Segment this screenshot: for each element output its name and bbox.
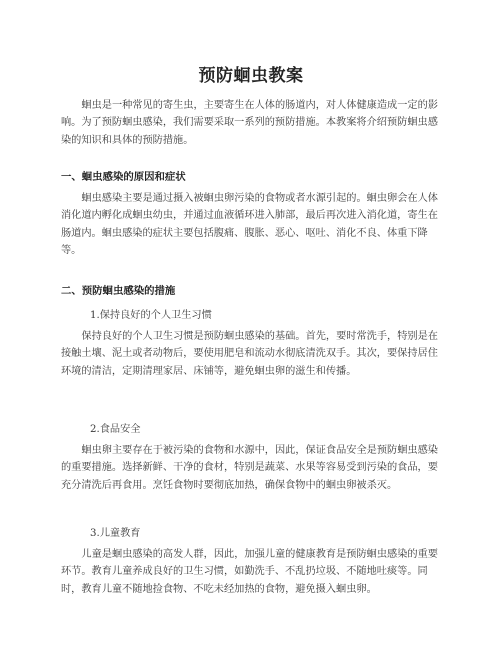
section-1-heading: 一、蛔虫感染的原因和症状 xyxy=(61,171,186,183)
measure-2-title: 2.食品安全 xyxy=(90,424,141,435)
section-2-heading: 二、预防蛔虫感染的措施 xyxy=(61,285,176,297)
measure-1-paragraph: 保持良好的个人卫生习惯是预防蛔虫感染的基础。首先，要时常洗手，特别是在接触土壤、泥土或者动物后，要使用肥皂和流动水彻底清洗双手。其次，要保持居住环境的清洁，定期清理家居、床铺等，避免蛔虫卵的滋生和传播。 xyxy=(61,331,438,377)
measure-1-title: 1.保持良好的个人卫生习惯 xyxy=(90,310,212,321)
measure-3-paragraph: 儿童是蛔虫感染的高发人群，因此，加强儿童的健康教育是预防蛔虫感染的重要环节。教育儿童养成良好的卫生习惯，如勤洗手、不乱扔垃圾、不随地吐痰等。同时，教育儿童不随地捡食物、不吃未经加热的食物，避免摄入蛔虫卵。 xyxy=(61,549,438,595)
section-1-paragraph: 蛔虫感染主要是通过摄入被蛔虫卵污染的食物或者水源引起的。蛔虫卵会在人体消化道内孵化成蛔虫幼虫，并通过血液循环进入肺部，最后再次进入消化道，寄生在肠道内。蛔虫感染的症状主要包括腹痛、腹胀、恶心、呕吐、消化不良、体重下降等。 xyxy=(61,193,438,256)
measure-2-paragraph: 蛔虫卵主要存在于被污染的食物和水源中，因此，保证食品安全是预防蛔虫感染的重要措施。选择新鲜、干净的食材，特别是蔬菜、水果等容易受到污染的食品，要充分清洗后再食用。烹饪食物时要彻底加热，确保食物中的蛔虫卵被杀灭。 xyxy=(61,445,438,491)
document-title: 预防蛔虫教案 xyxy=(198,66,304,86)
intro-paragraph: 蛔虫是一种常见的寄生虫，主要寄生在人体的肠道内，对人体健康造成一定的影响。为了预防蛔虫感染，我们需要采取一系列的预防措施。本教案将介绍预防蛔虫感染的知识和具体的预防措施。 xyxy=(61,100,438,146)
measure-3-title: 3.儿童教育 xyxy=(90,528,141,539)
